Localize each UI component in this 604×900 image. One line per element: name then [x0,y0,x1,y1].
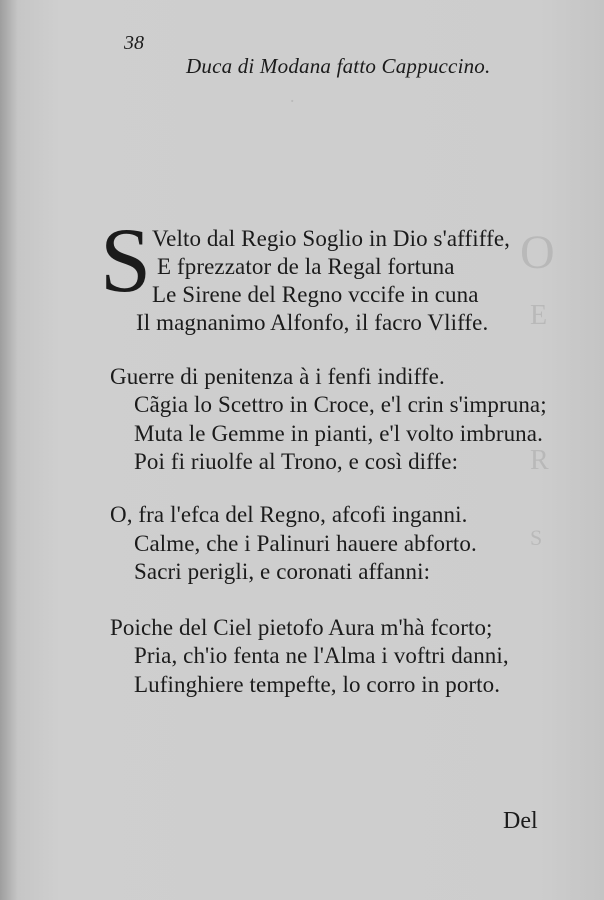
poem-line: Pria, ch'io fenta ne l'Alma i voftri danni, [134,643,509,668]
poem-line: Lufinghiere tempefte, lo corro in porto. [134,672,501,697]
poem-line: Guerre di penitenza à i fenfi indiffe. [110,364,445,389]
poem-line: O, fra l'efca del Regno, afcofi inganni. [110,502,468,527]
poem-line: E fprezzator de la Regal fortuna [157,254,455,279]
poem-line: Il magnanimo Alfonfo, il facro Vliffe. [136,310,489,335]
poem-line: Le Sirene del Regno vccife in cuna [152,282,479,307]
poem-line: Sacri perigli, e coronati affanni: [134,559,431,584]
poem-line: Muta le Gemme in pianti, e'l volto imbruna. [134,421,543,446]
catchword: Del [503,808,538,834]
bleed-through-mark: O [520,226,555,279]
bleed-through-mark: E [530,300,548,331]
poem-line: Velto dal Regio Soglio in Dio s'affiffe, [152,226,511,251]
page-number: 38 [124,32,144,54]
poem-line: Calme, che i Palinuri hauere abforto. [134,531,477,556]
running-title: Duca di Modana fatto Cappuccino. [186,54,491,78]
drop-cap: S [100,209,152,311]
bleed-through-mark: S [530,525,543,550]
bleed-through-mark: R [530,445,549,476]
poem-line: Cãgia lo Scettro in Croce, e'l crin s'impruna; [134,392,547,417]
bleed-through-mark: . [290,86,295,106]
poem-line: Poi fi riuolfe al Trono, e così diffe: [134,449,459,474]
poem-line: Poiche del Ciel pietofo Aura m'hà fcorto; [110,615,493,640]
